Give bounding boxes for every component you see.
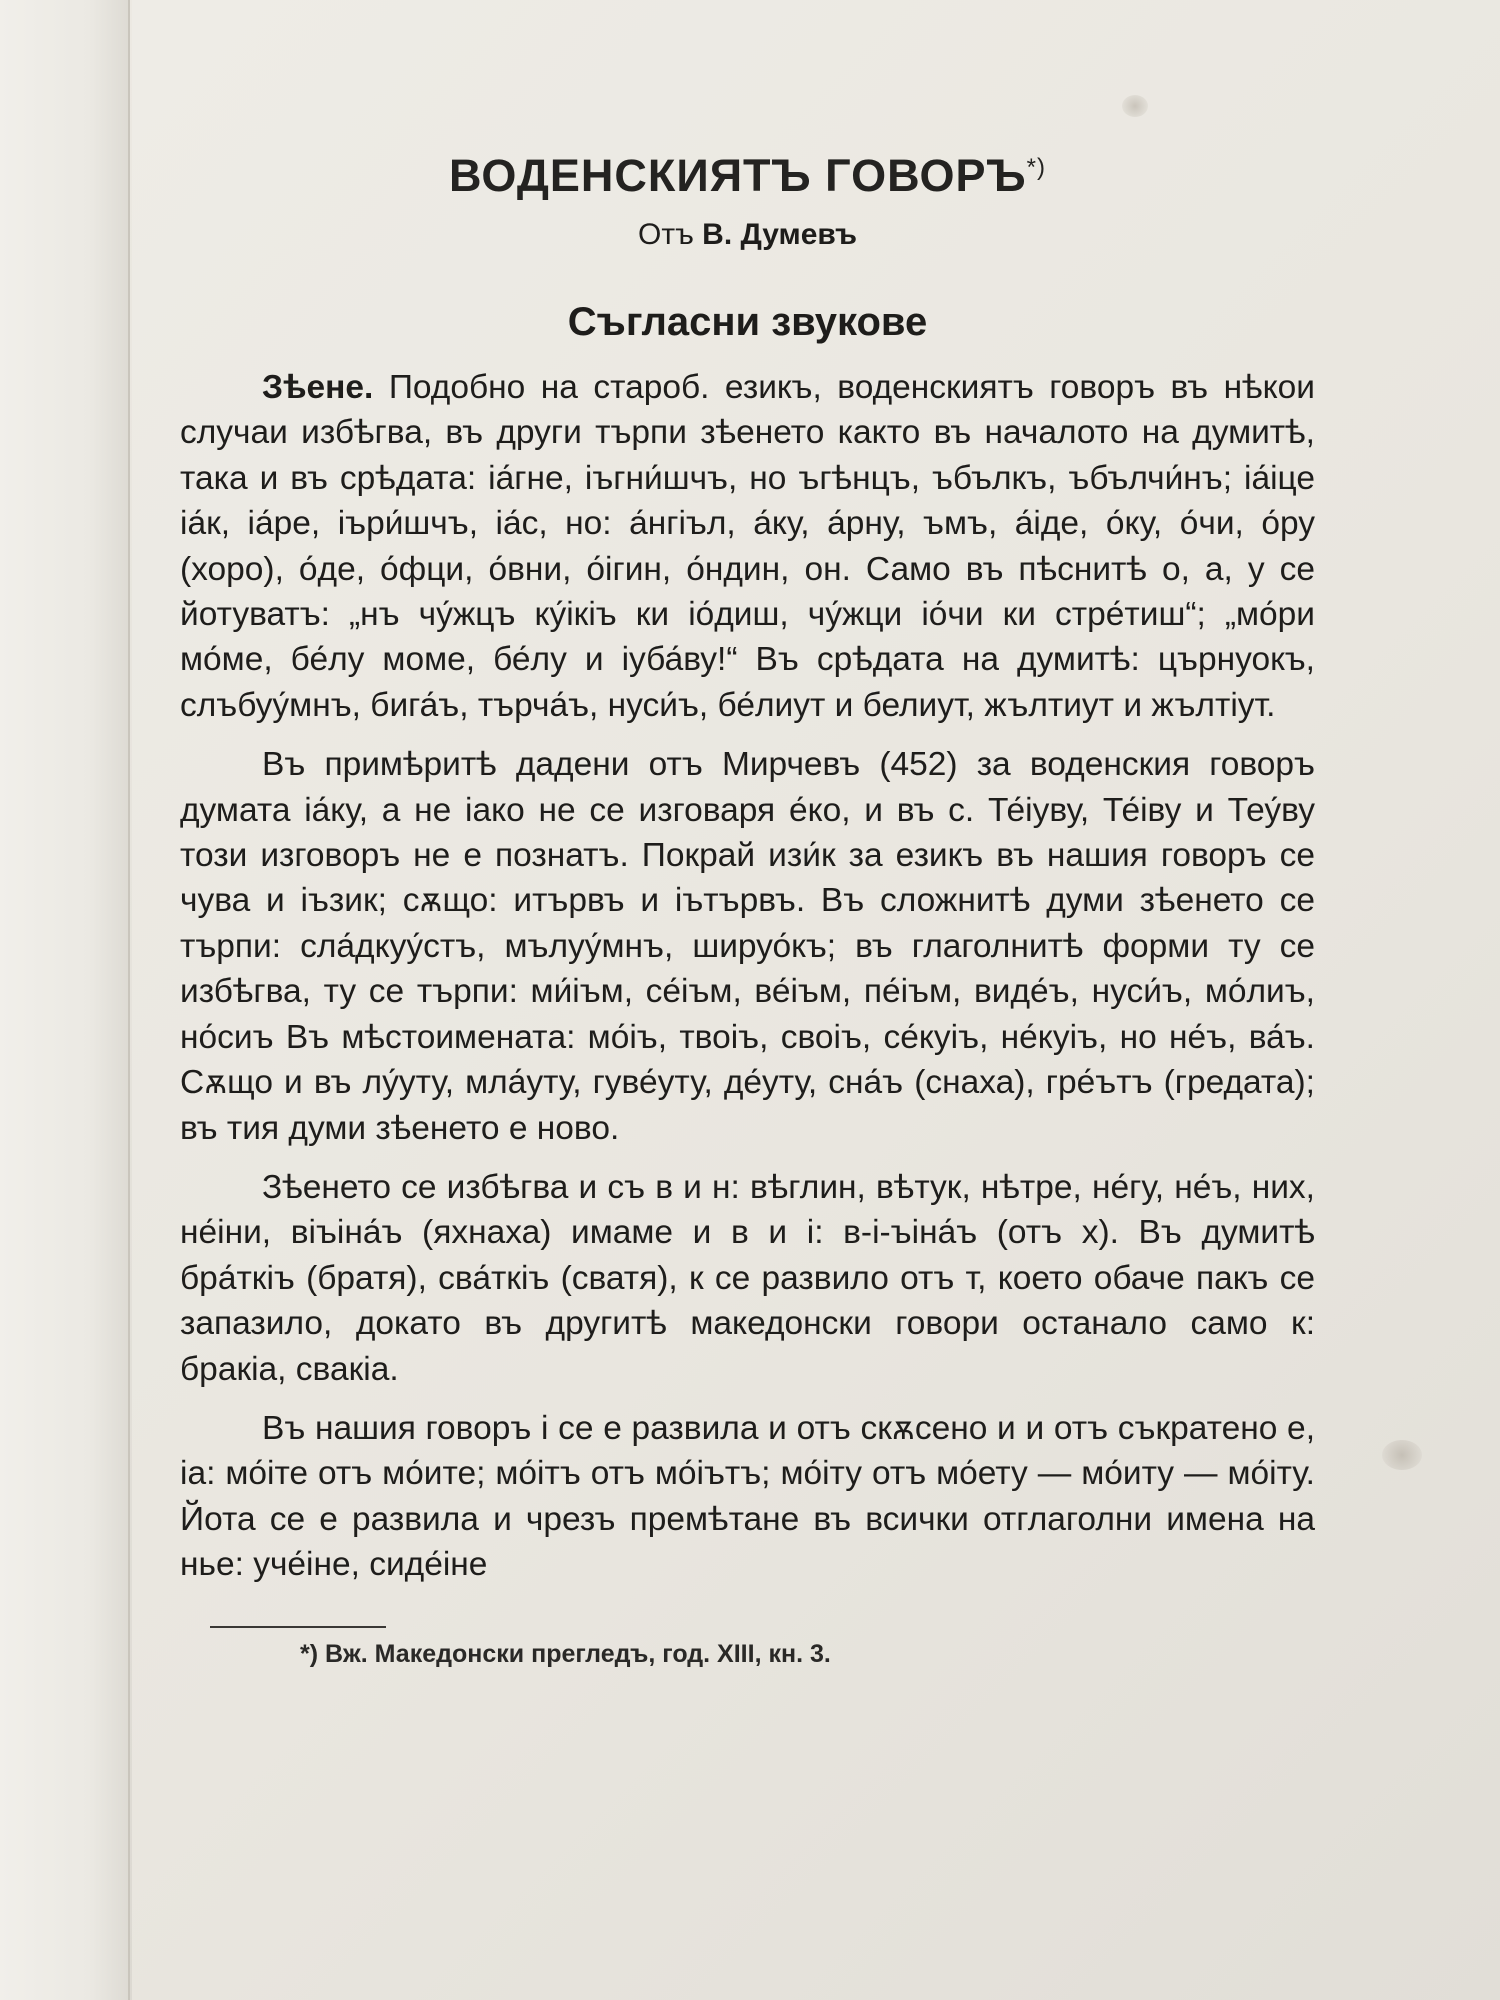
paragraph-text: Въ примѣритѣ дадени отъ Мирчевъ (452) за воденския говоръ думата іа́ку, а не іако не се изговаря е́ко, и въ с. Те́іуву, Те́іву и Теу́ву този изговоръ не е познатъ. Покрай изи́к за езикъ въ нашия говоръ се чува и іъзик; сѫщо: итървъ и іътървъ. Въ сложнитѣ думи зѣенето се търпи: сла́дкуу́стъ, мълуу́мнъ, шируо́къ; въ глаголнитѣ форми ту се избѣгва, ту се търпи: ми́іъм, се́іъм, ве́іъм, пе́іъм, виде́ъ, нуси́ъ, мо́лиъ, но́сиъ Въ мѣстоименатa: мо́іъ, твоіъ, своіъ, се́куіъ, не́куіъ, но не́ъ, ва́ъ. Сѫщо и въ лу́уту, мла́уту, гуве́уту, де́уту, сна́ъ (снаха), гре́ътъ (гредата); въ тия думи зѣенето е ново.: [180, 746, 1315, 1147]
paper-smudge: [1382, 1440, 1422, 1470]
title-text: ВОДЕНСКИЯТЪ ГОВОРЪ: [449, 150, 1027, 201]
title-footnote-mark: *): [1026, 154, 1046, 181]
paragraph-text: Зѣенето се избѣгва и съ в и н: вѣглин, вѣтук, нѣтре, не́гу, не́ъ, них, не́іни, віъіна́ъ (яхнаха) имаме и в и і: в-і-ъіна́ъ (отъ х). Въ думитѣ бра́ткіъ (братя), сва́ткіъ (сватя), к се развило отъ т, което обаче пакъ се запазило, докато въ другитѣ македонски говори останало само к: бракіа, свакіа.: [180, 1168, 1315, 1388]
paragraph-text: Подобно на староб. езикъ, воденскиятъ говоръ въ нѣкои случаи избѣгва, въ други търпи зѣенето както въ началото на думитѣ, така и въ срѣдата: іа́гне, іъгни́шчъ, но ъгѣнцъ, ъбълкъ, ъбълчи́нъ; іа́іце іа́к, іа́ре, іъри́шчъ, іа́с, но: а́нгіъл, а́ку, а́рну, ъмъ, а́іде, о́ку, о́чи, о́ру (хоро), о́де, о́фци, о́вни, о́ігин, о́ндин, он. Само въ пѣснитѣ о, а, у се йотуватъ: „нъ чу́жцъ ку́ікіъ ки іо́диш, чу́жци іо́чи ки стре́тиш“; „мо́ри мо́ме, бе́лу моме, бе́лу и іуба́ву!“ Въ срѣдата на думитѣ: църнуокъ, слъбуу́мнъ, бига́ъ, търча́ъ, нуси́ъ, бе́лиут и белиут, жълтиут и жълтіут.: [180, 369, 1315, 724]
article-title: [180, 150, 1315, 202]
paragraph-2: [180, 742, 1315, 1151]
footnote: *) Вж. Македонски прегледъ, год. XIII, кн. 3.: [300, 1639, 831, 1668]
paper-smudge: [1122, 95, 1148, 117]
byline: [180, 218, 1315, 252]
page-content: [180, 150, 1315, 1669]
byline-prefix: Отъ: [638, 218, 694, 251]
paragraph-lead: Зѣене.: [262, 369, 374, 406]
paragraph-3: [180, 1165, 1315, 1392]
author-name: В. Думевъ: [702, 218, 857, 251]
paragraph-4: [180, 1406, 1315, 1588]
section-heading: Съгласни звукове: [567, 300, 928, 344]
previous-page-edge: [0, 0, 130, 2000]
footnote-rule: [210, 1626, 386, 1628]
paragraph-1: [180, 365, 1315, 728]
paragraph-text: Въ нашия говоръ і се е развила и отъ скѫсено и и отъ съкратено е, іа: мо́іте отъ мо́ите; мо́ітъ отъ мо́іътъ; мо́іту отъ мо́ету — мо́иту — мо́іту. Йота се е развила и чрезъ премѣтане въ всички отглаголни имена на нье: уче́іне, сиде́іне: [180, 1409, 1315, 1584]
